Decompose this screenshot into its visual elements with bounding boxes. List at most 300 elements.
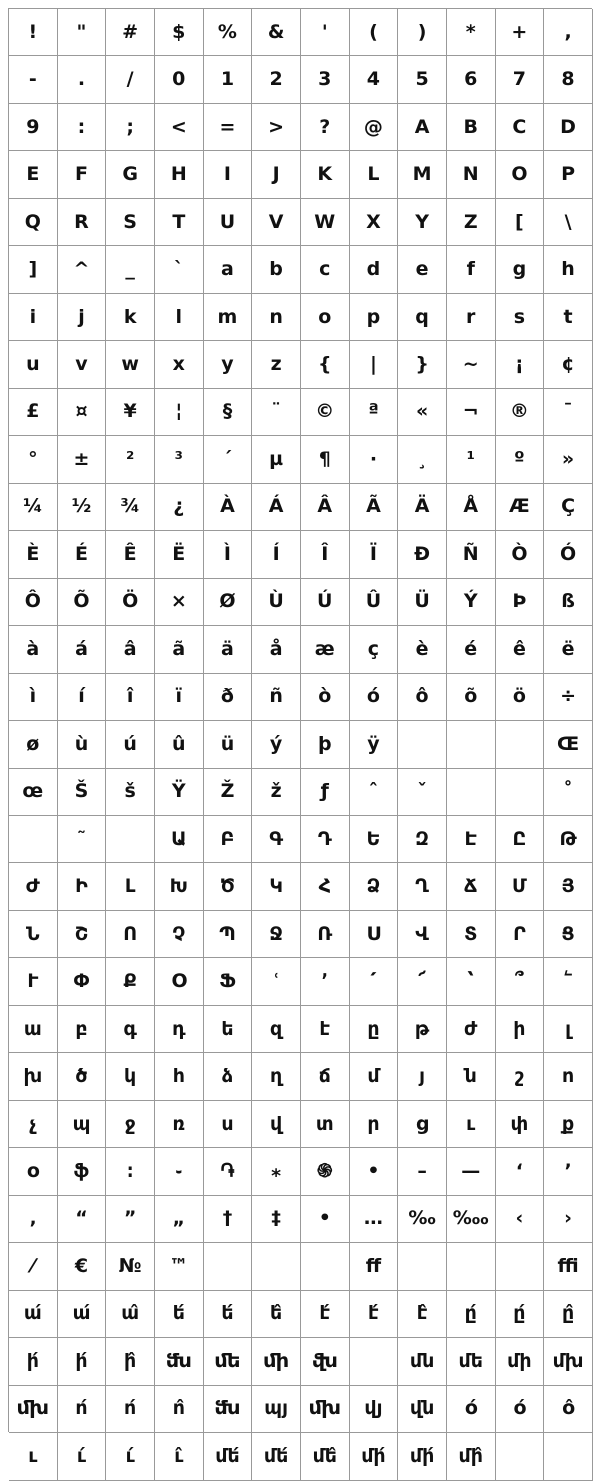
glyph-cell: Չ [155,911,204,958]
glyph-row [9,958,592,1005]
glyph-cell: º [496,436,545,483]
glyph-cell: ֍ [301,1148,350,1195]
glyph-cell: Ղ [398,863,447,910]
glyph-cell: ո [544,1053,593,1100]
glyph-cell: դ [155,1006,204,1053]
glyph-cell: ը [350,1006,399,1053]
glyph-cell: վյ [350,1386,399,1433]
glyph-row [9,816,592,863]
glyph-cell: ˇ [398,769,447,816]
glyph-cell: & [252,9,301,56]
glyph-cell: Օ [155,958,204,1005]
glyph-row [9,674,592,721]
glyph-cell: Ø [204,579,253,626]
glyph-cell: Ì [204,531,253,578]
glyph-cell: ? [301,104,350,151]
glyph-cell: s [496,294,545,341]
glyph-cell: + [496,9,545,56]
glyph-cell: մի [496,1338,545,1385]
glyph-cell: ՚ [301,958,350,1005]
glyph-cell: ž [252,769,301,816]
glyph-cell: H [155,151,204,198]
glyph-cell: ý [252,721,301,768]
glyph-cell: մե́ [252,1433,301,1480]
glyph-row [9,1148,592,1195]
glyph-cell: U [204,199,253,246]
glyph-cell: | [350,341,399,388]
glyph-cell: ‰ [398,1196,447,1243]
glyph-cell: ո́ [58,1386,107,1433]
glyph-cell: ս [204,1101,253,1148]
glyph-cell: @ [350,104,399,151]
glyph-cell [447,721,496,768]
glyph-cell: » [544,436,593,483]
glyph-cell: ] [9,246,58,293]
glyph-cell: O [496,151,545,198]
glyph-cell: ç [350,626,399,673]
glyph-cell: Ç [544,484,593,531]
glyph-cell: Մ [496,863,545,910]
glyph-cell: ՞ [496,958,545,1005]
glyph-cell: § [204,389,253,436]
glyph-cell: է́ [301,1291,350,1338]
glyph-row [9,1291,592,1338]
glyph-cell: ո̂ [155,1386,204,1433]
glyph-cell: Լ [106,863,155,910]
glyph-cell: Պ [204,911,253,958]
glyph-cell: ` [155,246,204,293]
glyph-cell: խ [9,1053,58,1100]
glyph-cell: [ [496,199,545,246]
glyph-cell: ) [398,9,447,56]
glyph-cell: Տ [447,911,496,958]
glyph-cell: ֏ [204,1148,253,1195]
glyph-cell: լ [544,1006,593,1053]
glyph-row [9,1006,592,1053]
glyph-cell: W [301,199,350,246]
glyph-cell: գ [106,1006,155,1053]
glyph-row [9,769,592,816]
glyph-cell: v [58,341,107,388]
glyph-cell: 4 [350,56,399,103]
glyph-cell: ¸ [398,436,447,483]
glyph-cell: Ռ [301,911,350,958]
glyph-cell: 6 [447,56,496,103]
glyph-cell: µ [252,436,301,483]
glyph-cell: Թ [544,816,593,863]
glyph-cell: K [301,151,350,198]
glyph-cell: n [252,294,301,341]
glyph-cell: չ [9,1101,58,1148]
glyph-cell: ½ [58,484,107,531]
glyph-cell: Ö [106,579,155,626]
glyph-cell: Y [398,199,447,246]
glyph-cell: … [350,1196,399,1243]
glyph-cell [301,1243,350,1290]
glyph-cell: ։ [106,1148,155,1195]
glyph-cell [398,721,447,768]
glyph-cell: ¡ [496,341,545,388]
glyph-cell [252,1243,301,1290]
glyph-cell: ֆ [58,1148,107,1195]
glyph-cell: Æ [496,484,545,531]
glyph-cell: • [301,1196,350,1243]
glyph-cell: } [398,341,447,388]
glyph-cell: « [398,389,447,436]
glyph-cell: Ý [447,579,496,626]
glyph-cell: w [106,341,155,388]
glyph-cell: i [9,294,58,341]
glyph-cell [9,816,58,863]
glyph-cell: Û [350,579,399,626]
glyph-cell: 1 [204,56,253,103]
glyph-cell: ռ [155,1101,204,1148]
glyph-cell: Շ [58,911,107,958]
glyph-cell: օ́ [447,1386,496,1433]
glyph-cell: ֊ [155,1148,204,1195]
glyph-cell: 8 [544,56,593,103]
glyph-cell: 5 [398,56,447,103]
glyph-cell: À [204,484,253,531]
glyph-cell: ե [204,1006,253,1053]
glyph-cell: պյ [252,1386,301,1433]
glyph-cell: ö [496,674,545,721]
glyph-cell: Ջ [252,911,301,958]
glyph-cell: Ը [496,816,545,863]
glyph-cell: \ [544,199,593,246]
glyph-cell: մե [447,1338,496,1385]
glyph-cell: թ [398,1006,447,1053]
glyph-cell: £ [9,389,58,436]
glyph-cell: ք [544,1101,593,1148]
glyph-cell: ÿ [350,721,399,768]
glyph-cell: ÷ [544,674,593,721]
glyph-cell: = [204,104,253,151]
glyph-cell: a [204,246,253,293]
glyph-cell: Յ [544,863,593,910]
glyph-cell: մե̂ [301,1433,350,1480]
glyph-cell: ó [350,674,399,721]
glyph-cell: ե́ [155,1291,204,1338]
glyph-cell: ⁎ [252,1148,301,1195]
glyph-cell [447,1243,496,1290]
glyph-cell: ր [350,1101,399,1148]
glyph-cell: ˚ [544,769,593,816]
glyph-cell: Խ [155,863,204,910]
glyph-cell: հ [155,1053,204,1100]
glyph-cell: է́ [350,1291,399,1338]
glyph-cell: ƒ [301,769,350,816]
glyph-cell: վն [398,1386,447,1433]
glyph-cell: ( [350,9,399,56]
glyph-cell [398,1243,447,1290]
glyph-cell: ò [301,674,350,721]
glyph-cell: ¾ [106,484,155,531]
glyph-cell: X [350,199,399,246]
glyph-cell: ն [447,1053,496,1100]
glyph-cell: # [106,9,155,56]
glyph-cell: T [155,199,204,246]
glyph-cell: ï [155,674,204,721]
glyph-cell: â [106,626,155,673]
glyph-cell: ւ̂ [155,1433,204,1480]
glyph-cell: ë [544,626,593,673]
glyph-cell: ⁄ [9,1243,58,1290]
glyph-cell: € [58,1243,107,1290]
glyph-cell: Ä [398,484,447,531]
glyph-cell: մի́ [398,1433,447,1480]
glyph-cell: Դ [301,816,350,863]
glyph-cell: ô [398,674,447,721]
glyph-cell: Ր [496,911,545,958]
glyph-cell: “ [58,1196,107,1243]
glyph-cell: ü [204,721,253,768]
glyph-cell: x [155,341,204,388]
glyph-cell: ¨ [252,389,301,436]
glyph-cell: - [9,56,58,103]
glyph-cell: ա̂ [106,1291,155,1338]
glyph-cell: E [9,151,58,198]
glyph-cell [106,816,155,863]
glyph-row [9,199,592,246]
glyph-row [9,579,592,626]
glyph-cell: Î [301,531,350,578]
glyph-row [9,436,592,483]
glyph-cell: , [544,9,593,56]
glyph-cell: æ [301,626,350,673]
glyph-cell: g [496,246,545,293]
glyph-cell: y [204,341,253,388]
glyph-cell: ¬ [447,389,496,436]
glyph-cell: Զ [398,816,447,863]
glyph-cell: մխ [544,1338,593,1385]
glyph-cell: ê [496,626,545,673]
glyph-cell: ՜ [398,958,447,1005]
glyph-row [9,1386,592,1433]
glyph-cell: Á [252,484,301,531]
glyph-cell: ﬓ [155,1338,204,1385]
glyph-cell: Ձ [350,863,399,910]
glyph-cell: է [301,1006,350,1053]
glyph-cell: 9 [9,104,58,151]
glyph-cell: ի́ [58,1338,107,1385]
glyph-cell: Բ [204,816,253,863]
glyph-cell: օ̂ [544,1386,593,1433]
glyph-cell: „ [155,1196,204,1243]
glyph-cell: 3 [301,56,350,103]
glyph-cell: ˜ [58,816,107,863]
glyph-cell: Þ [496,579,545,626]
glyph-cell: մի́ [350,1433,399,1480]
glyph-cell: 0 [155,56,204,103]
glyph-cell: Ð [398,531,447,578]
glyph-row [9,389,592,436]
glyph-cell: ւ́ [58,1433,107,1480]
glyph-cell: ւ [9,1433,58,1480]
glyph-cell: ո́ [106,1386,155,1433]
glyph-cell: ձ [204,1053,253,1100]
glyph-cell: ù [58,721,107,768]
glyph-cell: _ [106,246,155,293]
glyph-cell: Â [301,484,350,531]
glyph-cell: պ [58,1101,107,1148]
glyph-cell: Ի [58,863,107,910]
glyph-cell: ð [204,674,253,721]
glyph-cell: ! [9,9,58,56]
glyph-row [9,863,592,910]
glyph-cell: R [58,199,107,246]
glyph-cell [447,769,496,816]
glyph-cell: š [106,769,155,816]
glyph-cell: տ [301,1101,350,1148]
glyph-cell: ‱ [447,1196,496,1243]
glyph-cell: B [447,104,496,151]
glyph-cell: Œ [544,721,593,768]
glyph-cell: ﬗ [9,1386,58,1433]
glyph-cell: յ [398,1053,447,1100]
glyph-cell: ց [398,1101,447,1148]
glyph-cell: ä [204,626,253,673]
glyph-cell: ւ [447,1101,496,1148]
glyph-row [9,294,592,341]
glyph-cell: Հ [301,863,350,910]
glyph-row [9,104,592,151]
glyph-cell: ; [106,104,155,151]
glyph-cell: G [106,151,155,198]
glyph-cell: ե́ [204,1291,253,1338]
glyph-cell: բ [58,1006,107,1053]
glyph-cell: ը́ [447,1291,496,1338]
glyph-cell: ¿ [155,484,204,531]
glyph-cell: ™ [155,1243,204,1290]
glyph-cell: z [252,341,301,388]
glyph-cell: J [252,151,301,198]
glyph-cell: e [398,246,447,293]
glyph-cell: Š [58,769,107,816]
glyph-cell: Ñ [447,531,496,578]
glyph-cell: Ï [350,531,399,578]
glyph-row [9,911,592,958]
glyph-cell: ՟ [544,958,593,1005]
glyph-cell: կ [106,1053,155,1100]
glyph-cell: ú [106,721,155,768]
glyph-cell: ﬖ [301,1338,350,1385]
glyph-cell [204,1243,253,1290]
glyph-cell: D [544,104,593,151]
glyph-row [9,1243,592,1290]
glyph-cell: " [58,9,107,56]
glyph-row [9,56,592,103]
glyph-cell: Ô [9,579,58,626]
glyph-row [9,9,592,56]
glyph-cell: ի [496,1006,545,1053]
glyph-cell: c [301,246,350,293]
glyph-cell: Ë [155,531,204,578]
glyph-cell: Ծ [204,863,253,910]
glyph-cell: մն [398,1338,447,1385]
glyph-cell: վ [252,1101,301,1148]
glyph-cell: P [544,151,593,198]
glyph-cell: è [398,626,447,673]
glyph-row [9,246,592,293]
glyph-cell: ¦ [155,389,204,436]
glyph-cell: ե̂ [252,1291,301,1338]
glyph-cell: Í [252,531,301,578]
glyph-cell: $ [155,9,204,56]
glyph-cell: A [398,104,447,151]
glyph-cell: f [447,246,496,293]
glyph-cell: մ [350,1053,399,1100]
glyph-cell: ‚ [9,1196,58,1243]
glyph-cell: ա [9,1006,58,1053]
glyph-row [9,626,592,673]
glyph-cell: ﬃ [544,1243,593,1290]
glyph-cell: ﬀ [350,1243,399,1290]
glyph-cell: ´ [204,436,253,483]
glyph-cell: զ [252,1006,301,1053]
glyph-cell [496,1433,545,1480]
glyph-cell: Ž [204,769,253,816]
glyph-cell: ^ [58,246,107,293]
glyph-cell: ը́ [496,1291,545,1338]
glyph-cell: ˆ [350,769,399,816]
glyph-cell: é [447,626,496,673]
glyph-cell: Ո [106,911,155,958]
glyph-cell: – [398,1148,447,1195]
glyph-cell: ¯ [544,389,593,436]
glyph-cell: / [106,56,155,103]
glyph-cell: { [301,341,350,388]
glyph-cell: Õ [58,579,107,626]
glyph-cell: ա́ [9,1291,58,1338]
glyph-cell: ղ [252,1053,301,1100]
glyph-cell: Փ [58,958,107,1005]
glyph-cell: ﬗ [301,1386,350,1433]
glyph-cell: ¢ [544,341,593,388]
glyph-cell: Ն [9,911,58,958]
glyph-cell: • [350,1148,399,1195]
glyph-cell: h [544,246,593,293]
glyph-cell: Ք [106,958,155,1005]
glyph-cell: № [106,1243,155,1290]
glyph-cell: ‘ [496,1148,545,1195]
glyph-cell: օ́ [496,1386,545,1433]
glyph-row [9,484,592,531]
glyph-cell: õ [447,674,496,721]
glyph-cell: l [155,294,204,341]
glyph-cell: † [204,1196,253,1243]
glyph-cell: ¶ [301,436,350,483]
glyph-cell: ի̂ [106,1338,155,1385]
glyph-cell: Z [447,199,496,246]
glyph-cell: Q [9,199,58,246]
glyph-cell: î [106,674,155,721]
glyph-cell: ՝ [447,958,496,1005]
glyph-cell: 2 [252,56,301,103]
glyph-cell: œ [9,769,58,816]
glyph-cell: ի́ [9,1338,58,1385]
glyph-cell: b [252,246,301,293]
glyph-cell: Ֆ [204,958,253,1005]
glyph-cell: շ [496,1053,545,1100]
glyph-cell: Կ [252,863,301,910]
glyph-cell: Ó [544,531,593,578]
glyph-cell: մե́ [204,1433,253,1480]
glyph-cell: % [204,9,253,56]
glyph-cell: մի̂ [447,1433,496,1480]
glyph-cell: © [301,389,350,436]
glyph-grid [8,8,592,1467]
